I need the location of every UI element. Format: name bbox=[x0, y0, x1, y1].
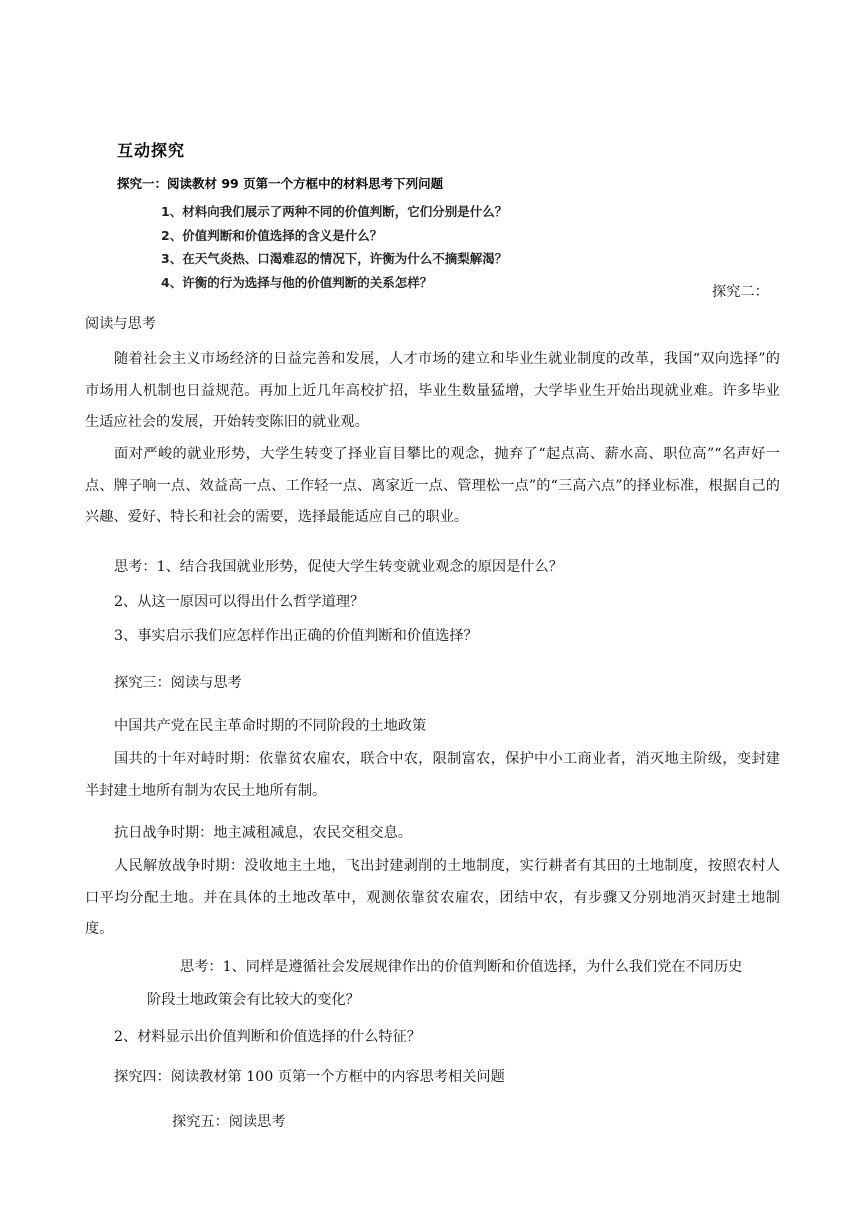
explore-one-questions bbox=[161, 200, 507, 294]
list-item: 3、在天气炎热、口渴难忍的情况下，许衡为什么不摘梨解渴？ bbox=[161, 251, 508, 266]
scanned-exercise-block bbox=[117, 138, 577, 296]
question: 2、从这一原因可以得出什么哲学道理？ bbox=[114, 594, 365, 610]
paragraph: 抗日战争时期：地主减租减息，农民交租交息。 bbox=[114, 825, 412, 841]
question-cont: 阶段土地政策会有比较大的变化？ bbox=[147, 992, 360, 1008]
question: 2、材料显示出价值判断和价值选择的什么特征？ bbox=[114, 1029, 421, 1045]
paragraph: 面对严峻的就业形势，大学生转变了择业盲目攀比的观念，抛弃了“起点高、薪水高、职位高”“名声好一点、牌子响一点、效益高一点、工作轻一点、离家近一点、管理松一点”的“三高六点”的择业标准，根据自己的兴趣、爱好、特长和社会的需要，选择最能适应自己的职业。 bbox=[85, 446, 780, 525]
explore-two-label: 探究二： bbox=[712, 284, 769, 300]
paragraph: 国共的十年对峙时期：依靠贫农雇农，联合中农，限制富农，保护中小工商业者，消灭地主阶级，变封建半封建土地所有制为农民土地所有制。 bbox=[85, 751, 780, 799]
explore-three-label: 探究三：阅读与思考 bbox=[114, 675, 242, 691]
paragraph: 人民解放战争时期：没收地主土地，飞出封建剥削的土地制度，实行耕者有其田的土地制度，按照农村人口平均分配土地。并在具体的土地改革中，观测依靠贫农雇农，团结中农，有步骤又分别地消灭封建土地制度。 bbox=[85, 858, 780, 937]
list-item: 2、价值判断和价值选择的含义是什么？ bbox=[161, 227, 383, 243]
section-title: 互动探究 bbox=[117, 141, 186, 160]
question: 思考：1、结合我国就业形势，促使大学生转变就业观念的原因是什么？ bbox=[114, 559, 563, 575]
explore-one-heading: 探究一：阅读教材 99 页第一个方框中的材料思考下列问题 bbox=[117, 176, 444, 191]
explore-three-heading: 中国共产党在民主革命时期的不同阶段的土地政策 bbox=[114, 718, 427, 734]
explore-four-label: 探究四：阅读教材第 100 页第一个方框中的内容思考相关问题 bbox=[114, 1069, 505, 1085]
list-item: 1、材料向我们展示了两种不同的价值判断，它们分别是什么？ bbox=[161, 204, 508, 219]
explore-two-label-cont: 阅读与思考 bbox=[85, 316, 156, 332]
question: 3、事实启示我们应怎样作出正确的价值判断和价值选择？ bbox=[114, 628, 478, 644]
explore-five-label: 探究五：阅读思考 bbox=[172, 1114, 286, 1130]
list-item: 4、许衡的行为选择与他的价值判断的关系怎样？ bbox=[161, 274, 433, 290]
question: 思考：1、同样是遵循社会发展规律作出的价值判断和价值选择，为什么我们党在不同历史 bbox=[180, 959, 743, 975]
paragraph: 随着社会主义市场经济的日益完善和发展，人才市场的建立和毕业生就业制度的改革，我国“双向选择”的市场用人机制也日益规范。再加上近几年高校扩招，毕业生数量猛增，大学毕业生开始出现就业难。许多毕业生适应社会的发展，开始转变陈旧的就业观。 bbox=[85, 351, 780, 430]
